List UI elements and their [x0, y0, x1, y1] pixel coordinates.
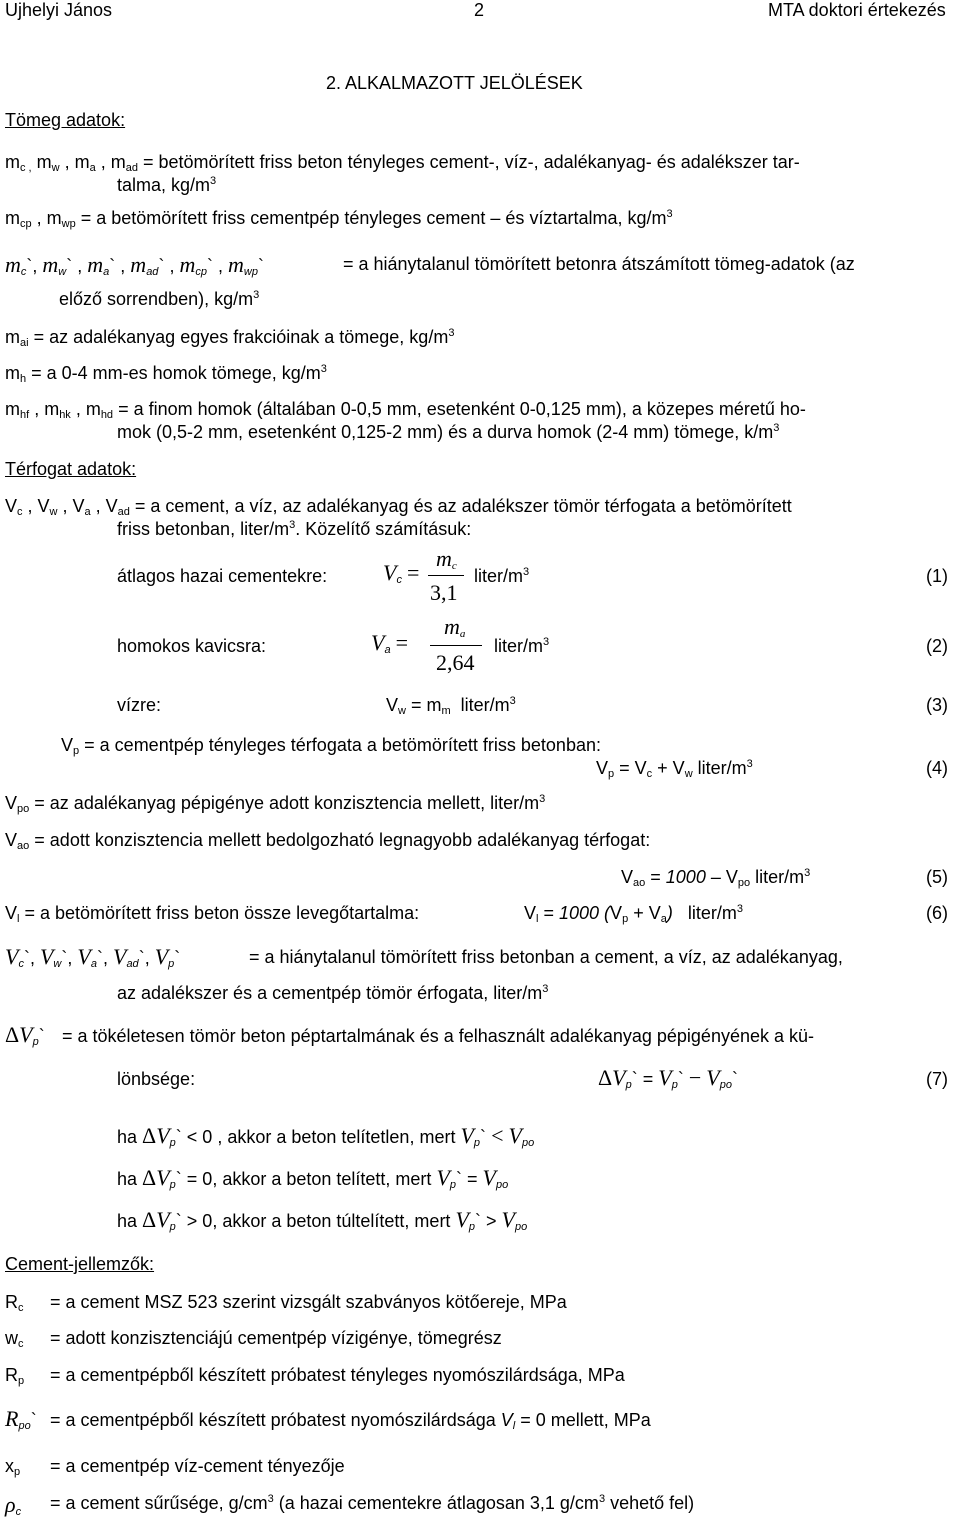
eq2-number: (2)	[926, 636, 948, 656]
mass-desc-1b: talma, $kg/m^3$	[117, 175, 217, 195]
case-2: ha $\Delta V_p` = 0$, akkor a beton telített, mert $V_p` = V_{po}$	[117, 1165, 509, 1191]
eq5-number: (5)	[926, 867, 948, 887]
mass-symbols-2: $m_{cp}$ , $m_{wp} = a$ betömörített friss cementpép tényleges cement – és víztartalma, $kg/m^3$	[5, 208, 673, 230]
eq5-formula: $V_{ao} = 1000 - V_{po}$ liter/$m^3$	[621, 867, 811, 889]
wc-desc: = adott konzisztenciájú cementpép vízigénye, tömegrész	[50, 1328, 502, 1348]
rpo-desc: = a cementpépből készített próbatest nyomószilárdsága $V_l = 0$ mellett, MPa	[50, 1410, 651, 1432]
eq1-numerator: $m_c$	[436, 546, 457, 572]
eq2-unit: liter/$m^3$	[494, 636, 550, 656]
section-volume: Térfogat adatok:	[5, 459, 137, 479]
eq4-formula: $V_p = V_c + V_w$ liter/$m^3$	[596, 758, 753, 780]
wc-symbol: $w_c$	[5, 1328, 24, 1350]
eq2-fraction-bar	[430, 645, 482, 646]
mass-primed-symbols: $m_c`$, $m_w`$ , $m_a`$ , $m_{ad}`$ , $m_{cp}`$ , $m_{wp}`$	[5, 252, 264, 278]
vao-desc: $V_{ao}$ = adott konzisztencia mellett bedolgozható legnagyobb adalékanyag térfogat:	[5, 830, 651, 852]
rpo-symbol: $R_{po}`$	[5, 1406, 37, 1432]
eq2-label: homokos kavicsra:	[117, 636, 267, 656]
section-cement: Cement-jellemzők:	[5, 1254, 155, 1274]
rc-desc: = a cement MSZ 523 szerint vizsgált szabványos kötőereje, MPa	[50, 1292, 567, 1312]
eq3-formula: $V_w = m_m$ liter/$m^3$	[386, 695, 516, 717]
eq2-numerator: $m_a$	[444, 614, 466, 640]
chapter-title: 2. ALKALMAZOTT JELÖLÉSEK	[326, 73, 583, 93]
eq1-fraction-bar	[428, 575, 464, 576]
mass-desc-3: = a hiánytalanul tömörített betonra átszámított tömeg-adatok (az	[343, 254, 855, 274]
rp-symbol: $R_p$	[5, 1365, 25, 1387]
eq7-number: (7)	[926, 1069, 948, 1089]
header-doc-type: MTA doktori értekezés	[768, 0, 946, 20]
eq4-number: (4)	[926, 758, 948, 778]
case-3: ha $\Delta V_p` > 0$, akkor a beton túltelített, mert $V_p` > V_{po}$	[117, 1207, 528, 1233]
rp-desc: = a cementpépből készített próbatest tényleges nyomószilárdsága, MPa	[50, 1365, 625, 1385]
eq3-number: (3)	[926, 695, 948, 715]
eq1-denominator: 3,1	[430, 580, 458, 605]
mass-row-hf-b: mok (0,5-2 mm, esetenként 0,125-2 mm) és a durva homok (2-4 mm) tömege, $k/m^3$	[117, 422, 780, 442]
mass-symbols-1: $m_{c ,}$ $m_w$ , $m_a$ , $m_{ad}$ = betömörített friss beton tényleges cement-, víz-, adalékanyag- és adalékszer tar-	[5, 152, 800, 174]
volume-symbols-1: $V_c$ , $V_w$ , $V_a$ , $V_{ad} = a$ cement, a víz, az adalékanyag és az adalékszer tömör térfogata a betömörített	[5, 496, 792, 518]
delta-vp-desc-b: lönbsége:	[117, 1069, 196, 1089]
xp-symbol: $x_p$	[5, 1456, 21, 1478]
vprime-desc-b: az adalékszer és a cementpép tömör érfogata, liter/$m^3$	[117, 983, 549, 1003]
eq6-number: (6)	[926, 903, 948, 923]
header-page-number: 2	[474, 0, 485, 20]
eq6-formula: $V_l = 1000$ $(V_p + V_a)$ liter/$m^3$	[524, 903, 743, 925]
delta-vp-desc: = a tökéletesen tömör beton péptartalmának és a felhasznált adalékanyag pépigényének a kü-	[62, 1026, 815, 1046]
mass-desc-3b: előző sorrendben), $kg/m^3$	[59, 289, 260, 309]
vp-desc: $V_p = a$ cementpép tényleges térfogata a betömörített friss betonban:	[61, 735, 601, 757]
mass-row-h: $m_h = a$ 0-4 mm-es homok tömege, $kg/m^3$	[5, 363, 327, 385]
vl-desc: $V_l = a$ betömörített friss beton össze levegőtartalma:	[5, 903, 420, 925]
vpo-desc: $V_{po}$ = az adalékanyag pépigénye adott konzisztencia mellett, liter/$m^3$	[5, 793, 546, 815]
rho-desc: = a cement sűrűsége, $g/cm^3$ (a hazai cementekre átlagosan 3,1 $g/cm^3$ vehető fel)	[50, 1493, 695, 1513]
eq2-denominator: 2,64	[436, 650, 475, 675]
eq2-lhs: $V_a$ =	[371, 630, 409, 656]
section-mass: Tömeg adatok:	[5, 110, 126, 130]
mass-desc-1: = betömörített friss beton tényleges cement-, víz-, adalékanyag- és adalékszer tar-	[142, 152, 800, 172]
volume-desc-1b: friss betonban, liter/$m^3$. Közelítő számításuk:	[117, 519, 472, 539]
mass-desc-2: = a betömörített friss cementpép tényleges cement – és víztartalma, kg/m	[80, 208, 667, 228]
eq3-label: vízre:	[117, 695, 162, 715]
header-author: Ujhelyi János	[5, 0, 113, 20]
eq1-label: átlagos hazai cementekre:	[117, 566, 328, 586]
eq7-formula: $\Delta V_p`$ = $V_p`$ − $V_{po}`$	[598, 1065, 738, 1091]
xp-desc: = a cementpép víz-cement tényezője	[50, 1456, 345, 1476]
mass-row-ai: $m_{ai}$ = az adalékanyag egyes frakcióinak a tömege, $kg/m^3$	[5, 327, 455, 349]
vprime-desc: = a hiánytalanul tömörített friss betonban a cement, a víz, az adalékanyag,	[249, 947, 843, 967]
volume-primed-symbols: $V_c`$, $V_w`$, $V_a`$, $V_{ad}`$, $V_p`$	[5, 944, 181, 970]
eq1-unit: liter/$m^3$	[474, 566, 530, 586]
mass-row-hf: $m_{hf}$ , $m_{hk}$ , $m_{hd} = a$ finom homok (általában 0-0,5 mm, esetenként 0-0,125 mm), a közepes méretű ho-	[5, 399, 806, 421]
rc-symbol: $R_c$	[5, 1292, 24, 1314]
eq1-number: (1)	[926, 566, 948, 586]
eq1-lhs: $V_c$ =	[383, 560, 420, 586]
case-1: ha $\Delta V_p` < 0$ , akkor a beton telítetlen, mert $V_p` < V_{po}$	[117, 1123, 535, 1149]
rho-symbol: $\rho_c$	[5, 1492, 22, 1518]
delta-vp-symbol: $\Delta V_p`$	[5, 1022, 45, 1048]
